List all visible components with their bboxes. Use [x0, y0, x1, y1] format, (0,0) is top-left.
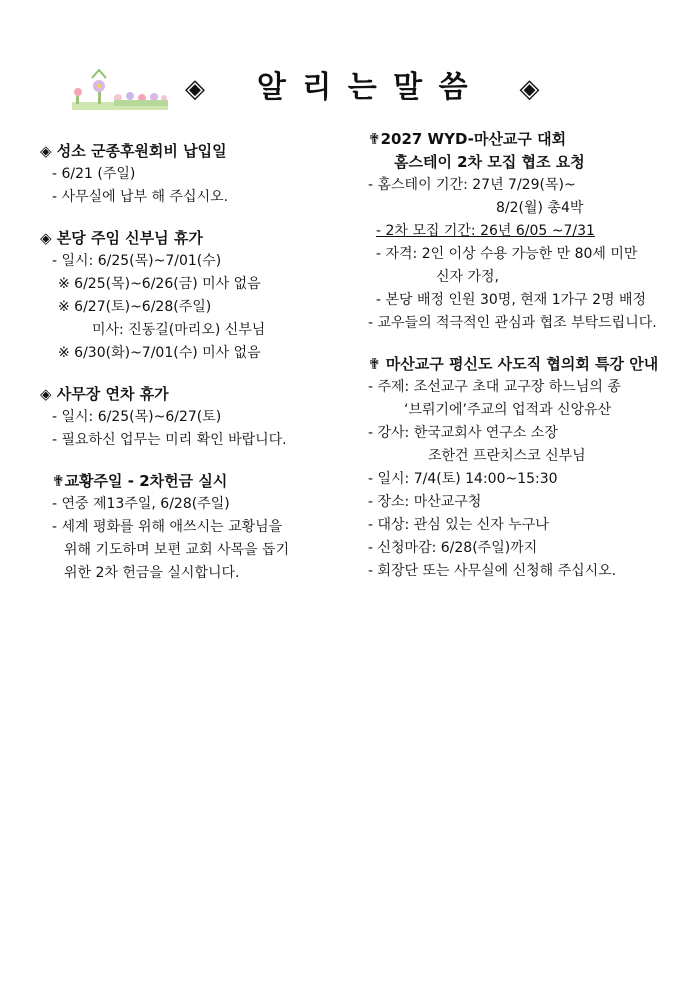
list-item: - 일시: 6/25(목)~6/27(토) — [52, 409, 222, 425]
list-item: - 자격: 2인 이상 수용 가능한 만 80세 미만 — [376, 246, 638, 262]
list-item: 위해 기도하며 보편 교회 사목을 돕기 — [64, 542, 290, 558]
diamond-left-icon: ◈ — [185, 74, 208, 104]
list-item: - 사무실에 납부 해 주십시오. — [52, 189, 229, 205]
page-title-text: 알 리 는 말 씀 — [256, 70, 471, 105]
list-item: - 주제: 조선교구 초대 교구장 하느님의 종 — [368, 379, 621, 395]
list-item: 8/2(월) 총4박 — [496, 200, 584, 216]
section-heading: ✟교황주일 - 2차헌금 실시 — [52, 472, 228, 490]
list-item: - 장소: 마산교구청 — [368, 494, 482, 510]
list-item: 미사: 진동길(마리오) 신부님 — [92, 322, 266, 338]
list-item: - 일시: 6/25(목)~7/01(수) — [52, 253, 222, 269]
list-item: 신자 가정, — [436, 269, 499, 285]
list-item: - 교우들의 적극적인 관심과 협조 부탁드립니다. — [368, 315, 657, 331]
list-item: - 본당 배정 인원 30명, 현재 1가구 2명 배정 — [376, 292, 647, 308]
list-item: - 회장단 또는 사무실에 신청해 주십시오. — [368, 563, 617, 579]
page-title — [185, 62, 605, 106]
list-item: ※ 6/27(토)~6/28(주일) — [58, 299, 212, 315]
list-item: - 일시: 7/4(토) 14:00~15:30 — [368, 471, 558, 487]
list-item: ※ 6/25(목)~6/26(금) 미사 없음 — [58, 276, 261, 292]
right-column — [368, 128, 678, 583]
section-heading: ◈ 성소 군종후원회비 납입일 — [40, 142, 227, 160]
section-heading: ◈ 사무장 연차 휴가 — [40, 385, 169, 403]
list-item: - 연중 제13주일, 6/28(주일) — [52, 496, 230, 512]
left-column — [40, 140, 340, 585]
list-item: 위한 2차 헌금을 실시합니다. — [64, 565, 240, 581]
section-subheading: 홈스테이 2차 모집 협조 요청 — [394, 153, 585, 171]
list-item: - 신청마감: 6/28(주일)까지 — [368, 540, 538, 556]
list-item: - 세계 평화를 위해 애쓰시는 교황님을 — [52, 519, 283, 535]
list-item: ※ 6/30(화)~7/01(수) 미사 없음 — [58, 345, 261, 361]
title-row — [0, 62, 694, 105]
list-item: - 강사: 한국교회사 연구소 소장 — [368, 425, 558, 441]
list-item: 조한건 프란치스코 신부님 — [428, 448, 586, 464]
list-item: - 홈스테이 기간: 27년 7/29(목)~ — [368, 177, 576, 193]
list-item: - 대상: 관심 있는 신자 누구나 — [368, 517, 549, 533]
list-item: - 6/21 (주일) — [52, 166, 136, 182]
list-item: - 2차 모집 기간: 26년 6/05 ~7/31 — [376, 223, 595, 239]
diamond-right-icon: ◈ — [519, 74, 543, 104]
section-heading: ◈ 본당 주임 신부님 휴가 — [40, 229, 203, 247]
section-heading: ✟2027 WYD-마산교구 대회 — [368, 130, 567, 148]
section-heading: ✟ 마산교구 평신도 사도직 협의회 특강 안내 — [368, 355, 659, 373]
list-item: - 필요하신 업무는 미리 확인 바랍니다. — [52, 432, 287, 448]
list-item: ‘브뤼기에’주교의 업적과 신앙유산 — [404, 402, 612, 418]
